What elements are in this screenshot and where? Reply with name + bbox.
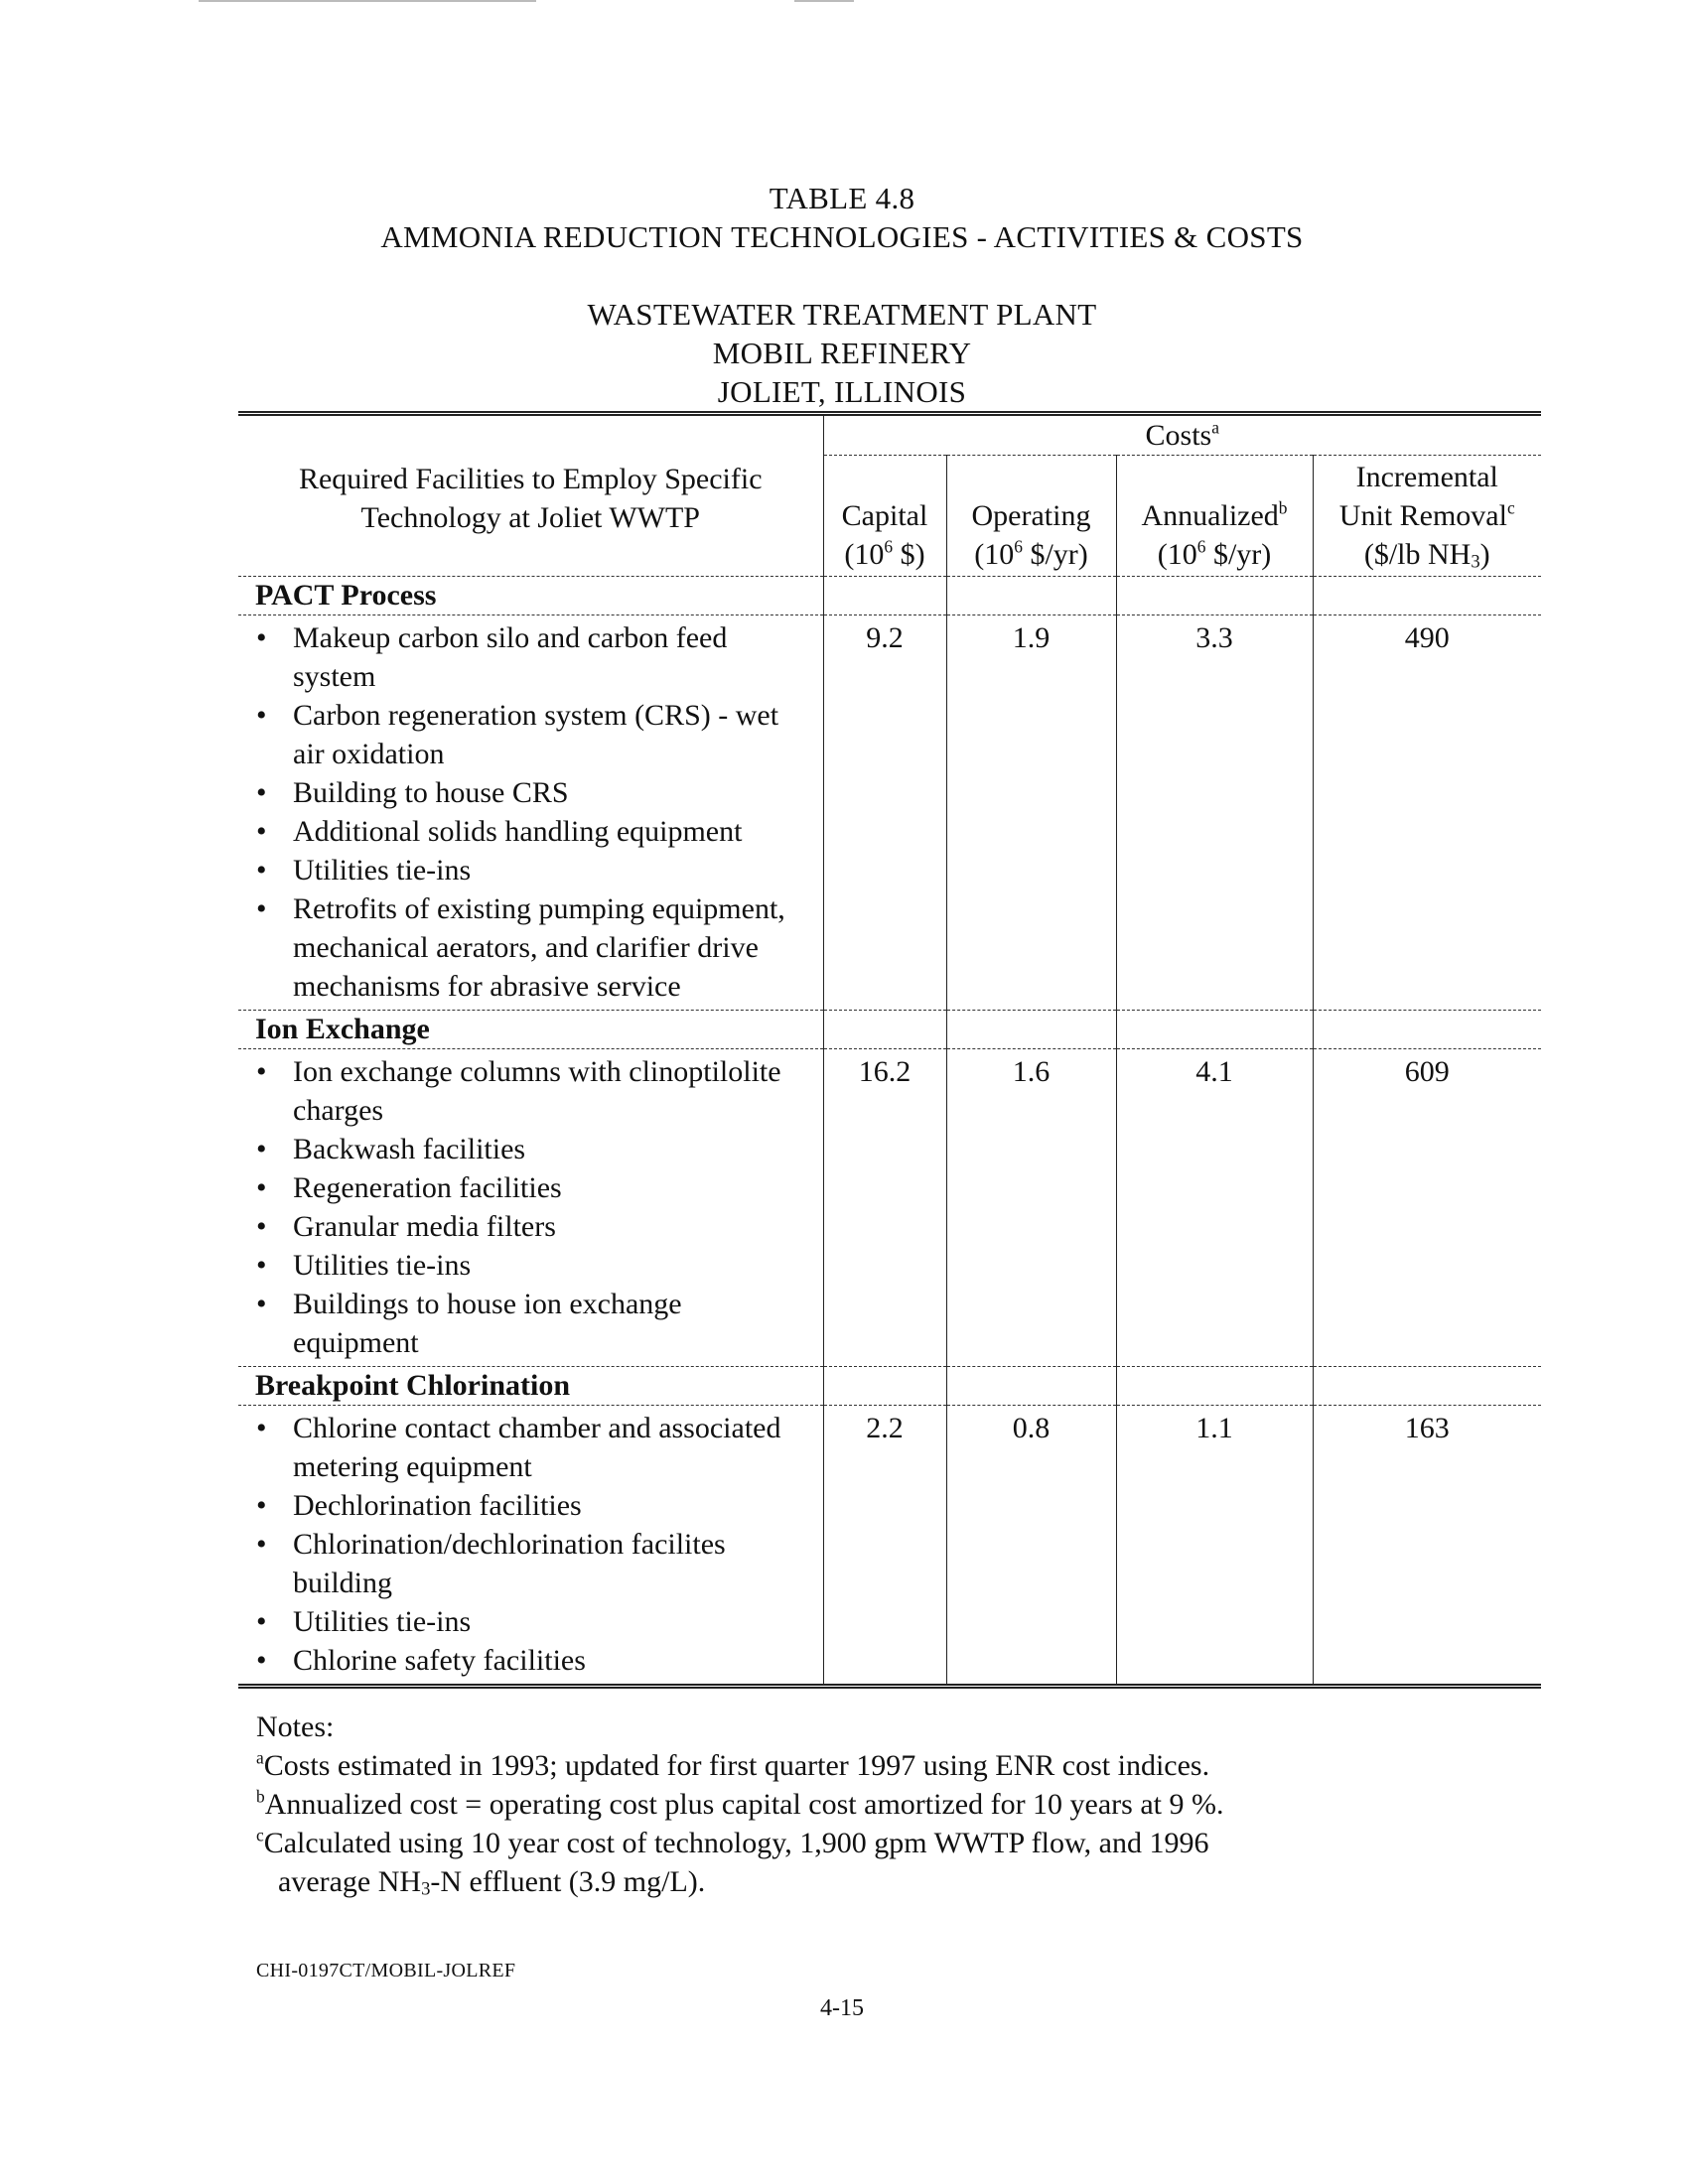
costs-footnote-mark: a	[1211, 417, 1219, 438]
capital-header	[823, 456, 946, 577]
note-a-mark: a	[256, 1747, 264, 1768]
unit-removal-header	[1313, 456, 1541, 577]
table-notes	[256, 1707, 1448, 1901]
section-items	[238, 1049, 823, 1367]
list-item-text: Dechlorination facilities	[293, 1489, 582, 1522]
bullet-icon: •	[256, 1528, 267, 1561]
annualized-unit	[1117, 535, 1313, 574]
section-header-row	[238, 1367, 1541, 1406]
note-c-text2-subscript: 3	[421, 1878, 431, 1900]
list-item	[238, 1246, 823, 1285]
unit-removal-unit-base: ($/lb NH	[1363, 538, 1472, 571]
list-item	[238, 1130, 823, 1168]
list-item-text: Chlorination/dechlorination facilites building	[293, 1528, 726, 1599]
note-c-continued	[256, 1862, 1448, 1901]
section-items	[238, 615, 823, 1011]
facilities-header-line2: Technology at Joliet WWTP	[360, 501, 700, 534]
bullet-icon: •	[256, 892, 267, 925]
annualized-unit-base: (10	[1157, 538, 1197, 571]
annualized-label: Annualized	[1141, 499, 1279, 532]
section-body-row	[238, 1049, 1541, 1367]
annualized-unit-exp: 6	[1196, 536, 1206, 557]
list-item	[238, 1602, 823, 1641]
list-item-text: Additional solids handling equipment	[293, 815, 743, 848]
table-title: AMMONIA REDUCTION TECHNOLOGIES - ACTIVITIES & COSTS	[380, 219, 1304, 254]
cost-table	[238, 411, 1541, 1689]
incremental-label: Incremental	[1355, 461, 1498, 493]
note-a	[256, 1746, 1448, 1785]
capital-label: Capital	[841, 499, 928, 532]
operating-unit	[947, 535, 1116, 574]
list-item	[238, 1207, 823, 1246]
bullet-icon: •	[256, 699, 267, 732]
scan-artifact-line	[794, 0, 854, 2]
note-c-text2-base: average NH	[278, 1865, 422, 1898]
bullet-icon: •	[256, 1644, 267, 1677]
note-b-mark: b	[256, 1786, 265, 1807]
list-item	[238, 1641, 823, 1680]
note-c-text: Calculated using 10 year cost of technology, 1,900 gpm WWTP flow, and 1996	[263, 1827, 1209, 1859]
facilities-header-line1: Required Facilities to Employ Specific	[298, 463, 763, 495]
section-name: Ion Exchange	[238, 1011, 823, 1049]
bullet-icon: •	[256, 1133, 267, 1165]
list-item	[238, 851, 823, 889]
facilities-header	[238, 414, 823, 577]
annualized-label-line	[1117, 496, 1313, 535]
list-item-text: Ion exchange columns with clinoptilolite charges	[293, 1055, 781, 1127]
operating-unit-exp: 6	[1014, 536, 1023, 557]
list-item-text: Makeup carbon silo and carbon feed system	[293, 621, 728, 693]
annualized-unit-suffix: $/yr)	[1205, 538, 1272, 571]
operating-header	[946, 456, 1116, 577]
list-item-text: Backwash facilities	[293, 1133, 526, 1165]
section-name: Breakpoint Chlorination	[238, 1367, 823, 1406]
list-item	[238, 696, 823, 773]
unit-removal-footnote-mark: c	[1506, 497, 1515, 518]
bullet-icon: •	[256, 776, 267, 809]
section-body-row	[238, 1406, 1541, 1687]
list-item	[238, 1168, 823, 1207]
section-header-row	[238, 1011, 1541, 1049]
bullet-icon: •	[256, 1210, 267, 1243]
capital-unit-exp: 6	[884, 536, 894, 557]
list-item-text: Utilities tie-ins	[293, 854, 472, 887]
unit-removal-label: Unit Removal	[1338, 499, 1507, 532]
operating-unit-suffix: $/yr)	[1022, 538, 1088, 571]
list-item	[238, 1052, 823, 1130]
list-item-text: Granular media filters	[293, 1210, 556, 1243]
list-item	[238, 812, 823, 851]
table-number: TABLE 4.8	[769, 181, 915, 215]
unit-removal-unit-suffix: )	[1479, 538, 1490, 571]
list-item-text: Retrofits of existing pumping equipment, mechanical aerators, and clarifier drive mechanisms for abrasive service	[293, 892, 785, 1003]
page-number: 4-15	[820, 1995, 864, 2021]
capital-unit-base: (10	[844, 538, 885, 571]
list-item-text: Chlorine contact chamber and associated metering equipment	[293, 1412, 781, 1483]
scan-artifact-line	[199, 0, 536, 2]
unit-removal-unit-subscript: 3	[1471, 551, 1480, 573]
list-item-text: Buildings to house ion exchange equipment	[293, 1288, 682, 1359]
bullet-icon: •	[256, 1288, 267, 1320]
annualized-footnote-mark: b	[1278, 497, 1288, 518]
list-item	[238, 1285, 823, 1362]
refinery-name: MOBIL REFINERY	[712, 336, 972, 370]
operating-cost: 1.6	[946, 1049, 1116, 1367]
table-header-row-1	[238, 414, 1541, 456]
operating-cost: 1.9	[946, 615, 1116, 1011]
annualized-cost: 3.3	[1116, 615, 1313, 1011]
annualized-cost: 4.1	[1116, 1049, 1313, 1367]
section-name: PACT Process	[238, 577, 823, 615]
table-title-block	[0, 179, 1684, 256]
list-item	[238, 1525, 823, 1602]
unit-removal-cost: 490	[1313, 615, 1541, 1011]
list-item	[238, 773, 823, 812]
note-a-text: Costs estimated in 1993; updated for first quarter 1997 using ENR cost indices.	[263, 1749, 1210, 1782]
list-item-text: Chlorine safety facilities	[293, 1644, 586, 1677]
capital-cost: 16.2	[823, 1049, 946, 1367]
unit-removal-unit	[1314, 535, 1542, 574]
section-items	[238, 1406, 823, 1687]
annualized-header	[1116, 456, 1313, 577]
bullet-icon: •	[256, 1412, 267, 1444]
bullet-icon: •	[256, 1055, 267, 1088]
list-item-text: Building to house CRS	[293, 776, 569, 809]
location: JOLIET, ILLINOIS	[717, 374, 967, 409]
notes-label: Notes:	[256, 1710, 335, 1743]
capital-unit-suffix: $)	[893, 538, 925, 571]
list-item	[238, 1486, 823, 1525]
note-b-text: Annualized cost = operating cost plus capital cost amortized for 10 years at 9 %.	[264, 1788, 1224, 1821]
annualized-cost: 1.1	[1116, 1406, 1313, 1687]
list-item	[238, 1409, 823, 1486]
list-item-text: Utilities tie-ins	[293, 1249, 472, 1282]
operating-label: Operating	[971, 499, 1091, 532]
bullet-icon: •	[256, 1171, 267, 1204]
section-header-row	[238, 577, 1541, 615]
table-subtitle-block	[0, 295, 1684, 411]
section-body-row	[238, 615, 1541, 1011]
note-b	[256, 1785, 1448, 1824]
unit-removal-cost: 163	[1313, 1406, 1541, 1687]
capital-unit	[824, 535, 946, 574]
list-item	[238, 889, 823, 1006]
unit-removal-cost: 609	[1313, 1049, 1541, 1367]
capital-cost: 2.2	[823, 1406, 946, 1687]
costs-label: Costs	[1145, 419, 1212, 452]
capital-cost: 9.2	[823, 615, 946, 1011]
bullet-icon: •	[256, 815, 267, 848]
bullet-icon: •	[256, 1489, 267, 1522]
bullet-icon: •	[256, 1605, 267, 1638]
costs-header	[823, 414, 1541, 456]
list-item-text: Utilities tie-ins	[293, 1605, 472, 1638]
unit-removal-label-line	[1314, 496, 1542, 535]
note-c-mark: c	[256, 1825, 264, 1845]
list-item-text: Regeneration facilities	[293, 1171, 562, 1204]
note-c	[256, 1824, 1448, 1862]
operating-unit-base: (10	[974, 538, 1015, 571]
list-item	[238, 618, 823, 696]
document-code: CHI-0197CT/MOBIL-JOLREF	[256, 1960, 516, 1981]
list-item-text: Carbon regeneration system (CRS) - wet air oxidation	[293, 699, 779, 770]
note-c-text2-suffix: -N effluent (3.9 mg/L).	[430, 1865, 706, 1898]
bullet-icon: •	[256, 1249, 267, 1282]
operating-cost: 0.8	[946, 1406, 1116, 1687]
bullet-icon: •	[256, 854, 267, 887]
bullet-icon: •	[256, 621, 267, 654]
plant-name: WASTEWATER TREATMENT PLANT	[587, 297, 1097, 332]
